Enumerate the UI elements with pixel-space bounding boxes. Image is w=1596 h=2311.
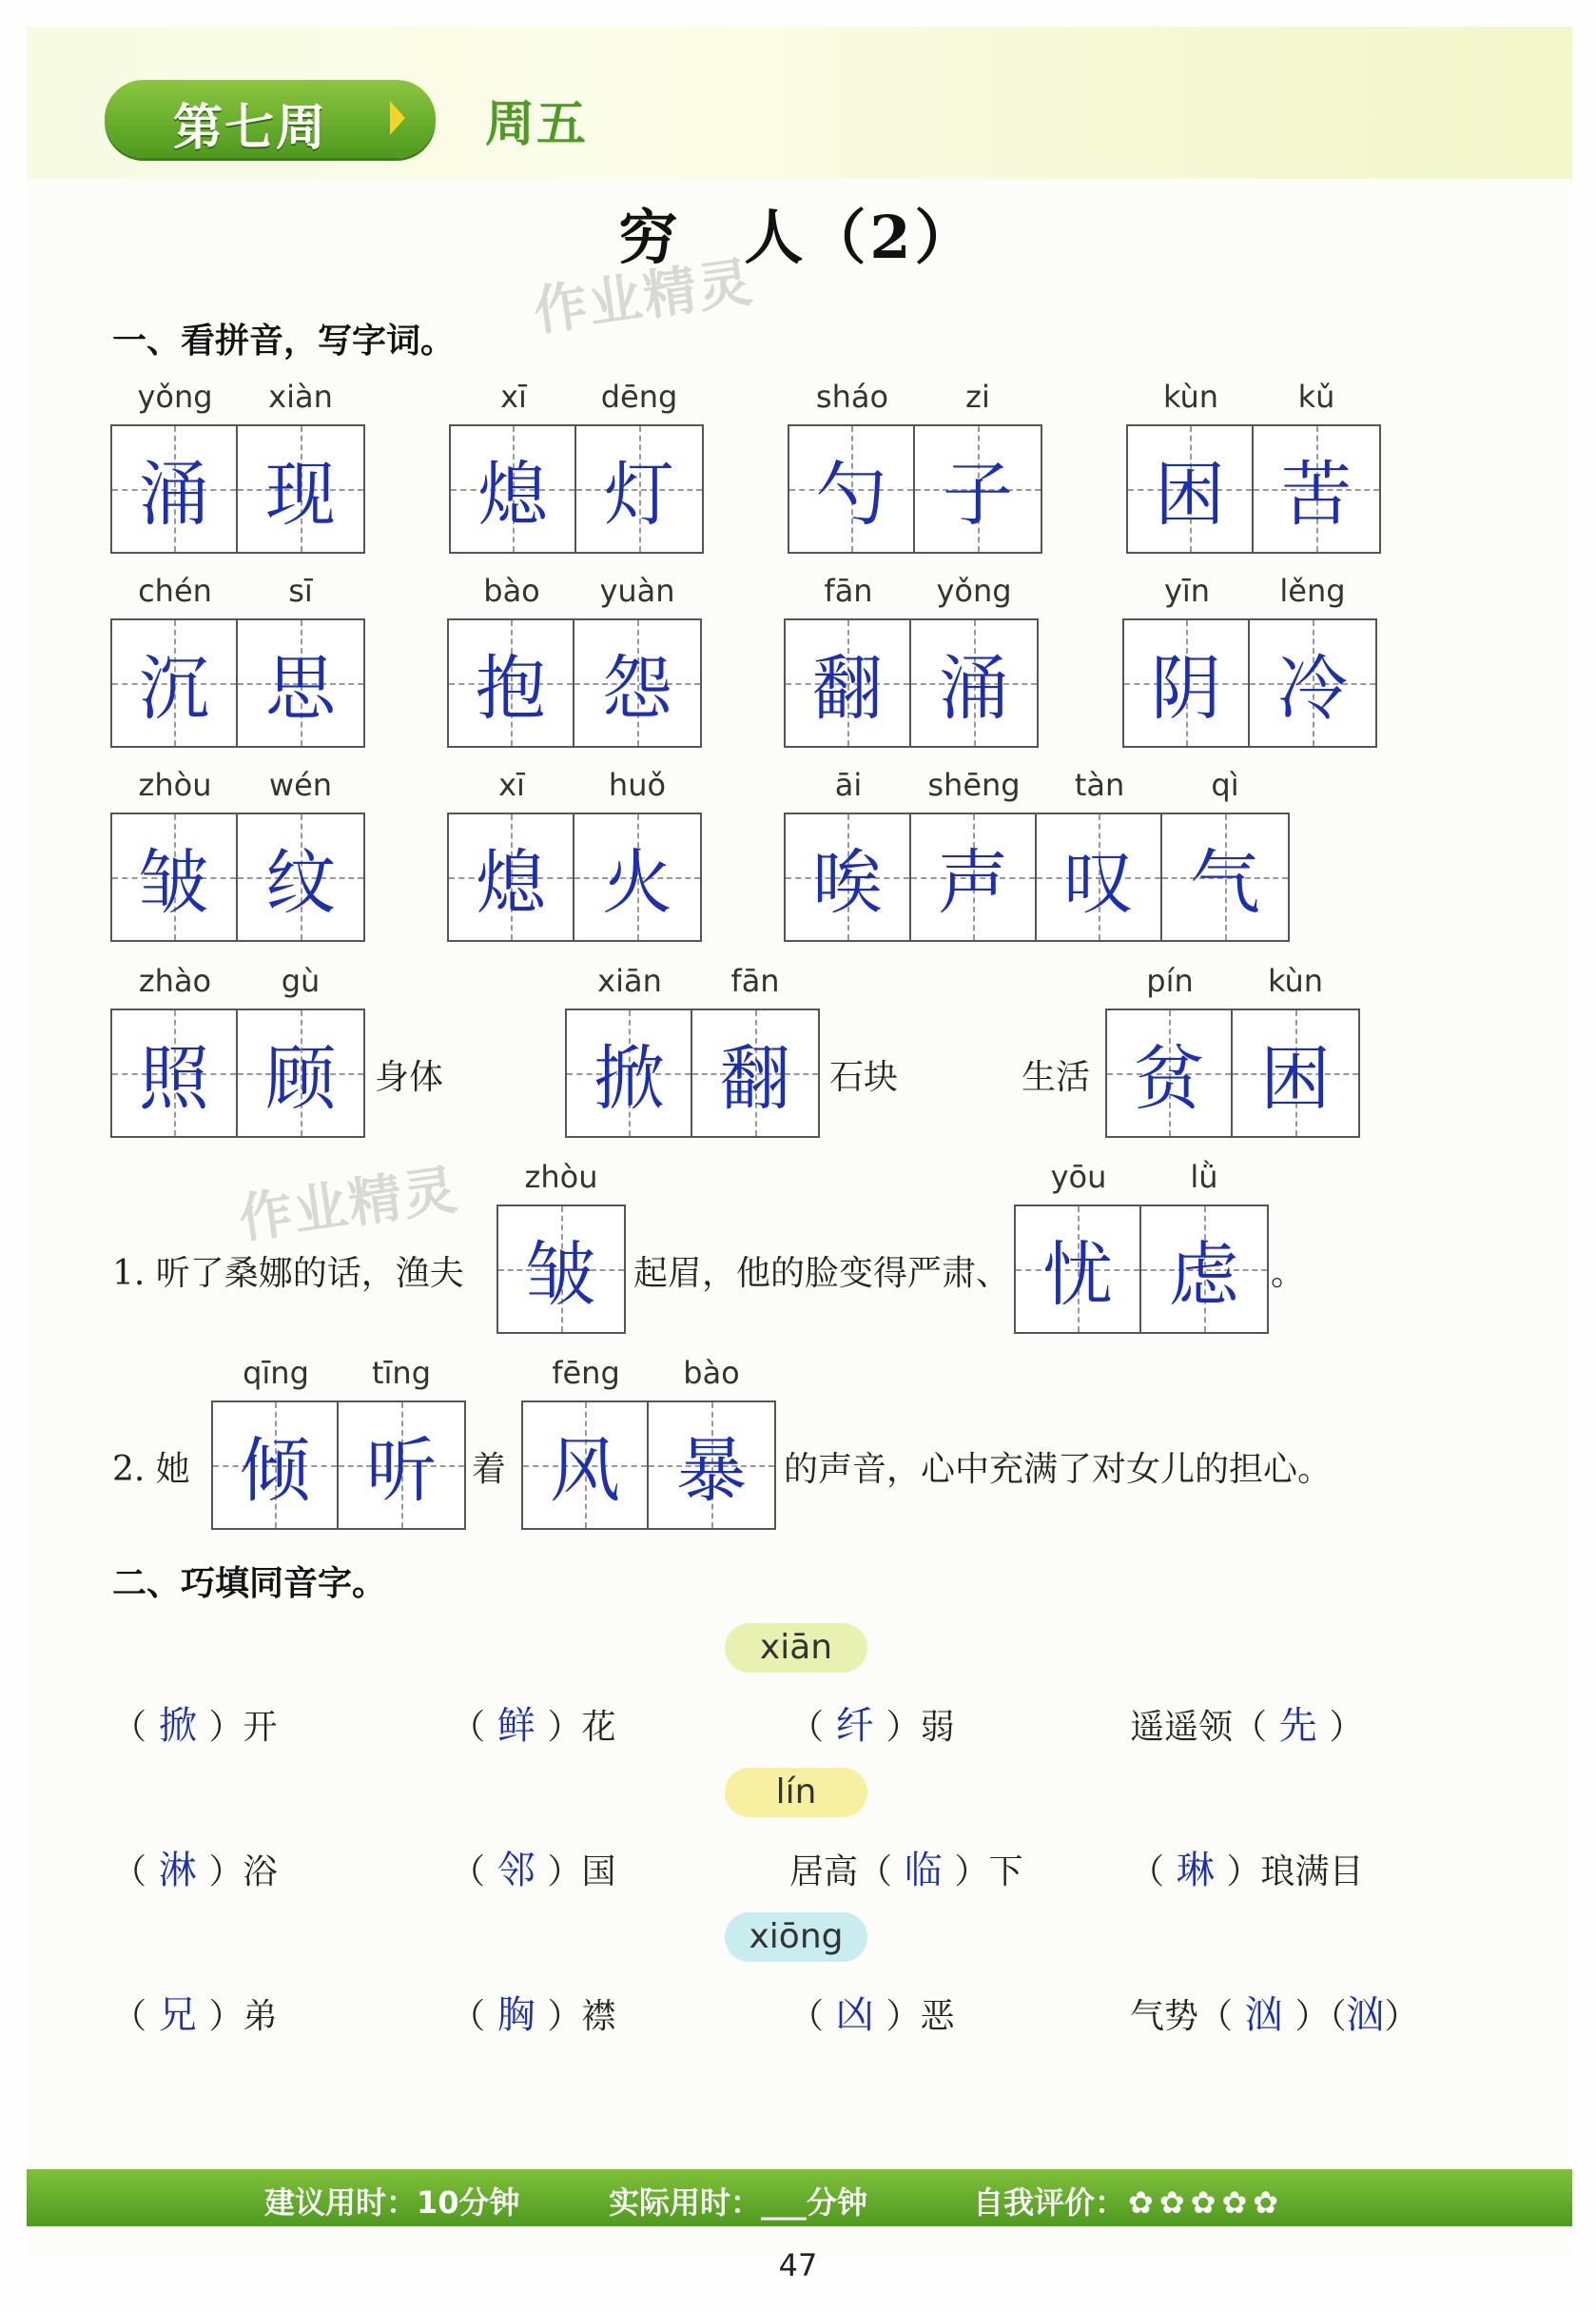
- writing-grid: [110, 618, 365, 748]
- tian-grid-cell[interactable]: [1107, 1010, 1233, 1136]
- item-text: （: [112, 1852, 147, 1891]
- tian-grid-cell[interactable]: [112, 620, 238, 746]
- item-text: ）（: [1294, 1997, 1347, 2036]
- answer-character: 听: [366, 1430, 437, 1512]
- item-text: ）开: [208, 1708, 278, 1747]
- tian-grid-cell[interactable]: [786, 814, 911, 940]
- writing-grid: [110, 813, 365, 942]
- arrow-icon: [390, 101, 405, 135]
- answer-character: 翻: [720, 1038, 790, 1120]
- answer-input[interactable]: 淋: [146, 1849, 209, 1892]
- writing-grid: [1126, 424, 1381, 554]
- suggested-time: 建议用时：10分钟: [264, 2184, 520, 2221]
- tian-grid-cell[interactable]: [911, 814, 1037, 940]
- answer-input[interactable]: 琳: [1164, 1849, 1227, 1892]
- item-text: （: [451, 1852, 486, 1891]
- pinyin-label: kùn: [1162, 379, 1219, 415]
- flower-star-icon[interactable]: ✿: [1128, 2184, 1154, 2221]
- answer-character: 掀: [594, 1038, 664, 1120]
- answer-input[interactable]: 掀: [146, 1704, 209, 1748]
- sentence-text: 2. 她: [112, 1450, 190, 1489]
- tian-grid-cell[interactable]: [567, 1010, 692, 1136]
- tian-grid-cell[interactable]: [451, 426, 576, 552]
- answer-character: 涌: [139, 454, 209, 536]
- answer-input[interactable]: 兄: [146, 1993, 209, 2037]
- pinyin-label: fēng: [552, 1355, 620, 1391]
- answer-character: 气: [1190, 842, 1260, 924]
- answer-input[interactable]: 鲜: [485, 1704, 548, 1748]
- flower-star-icon[interactable]: ✿: [1190, 2184, 1216, 2221]
- pinyin-label: yuàn: [599, 573, 675, 609]
- item-text: ）琅满目: [1226, 1852, 1364, 1891]
- tian-grid-cell[interactable]: [112, 1010, 238, 1136]
- pinyin-label: kǔ: [1297, 379, 1335, 415]
- fill-blank-item: [1130, 1985, 1418, 2039]
- pinyin-label: yōu: [1050, 1159, 1107, 1195]
- fill-blank-item: [451, 1985, 615, 2039]
- answer-character: 冷: [1277, 648, 1348, 730]
- week-label: 第七周: [173, 100, 328, 157]
- pinyin-label: xī: [500, 379, 527, 415]
- item-text: （: [1130, 1852, 1165, 1891]
- answer-character: 照: [139, 1038, 209, 1120]
- answer-input[interactable]: 汹: [1346, 1993, 1385, 2037]
- fill-blank-item: [789, 1985, 954, 2039]
- page-title: 穷 人（2）: [618, 203, 978, 272]
- pinyin-label: wén: [268, 767, 333, 803]
- tian-grid-cell[interactable]: [112, 426, 238, 552]
- answer-character: 风: [550, 1430, 620, 1512]
- pinyin-label: zhòu: [524, 1159, 598, 1195]
- fill-blank-item: [1130, 1840, 1363, 1894]
- writing-grid: [788, 424, 1042, 554]
- answer-input[interactable]: 汹: [1233, 1993, 1295, 2037]
- writing-grid: [784, 618, 1039, 748]
- tian-grid-cell[interactable]: [692, 1010, 818, 1136]
- tian-grid-cell[interactable]: [238, 1010, 363, 1136]
- tian-grid-cell[interactable]: [1037, 814, 1162, 940]
- pinyin-label: qīng: [243, 1355, 309, 1391]
- item-text: （: [789, 1997, 825, 2036]
- item-text: ）弱: [886, 1708, 955, 1747]
- item-text: ）浴: [208, 1852, 278, 1891]
- tian-grid-cell[interactable]: [238, 620, 363, 746]
- tian-grid-cell[interactable]: [498, 1206, 624, 1332]
- flower-star-icon[interactable]: ✿: [1253, 2184, 1279, 2221]
- sentence-text: 起眉，他的脸变得严肃、: [633, 1254, 1011, 1293]
- fill-blank-item: [112, 1695, 277, 1750]
- answer-character: 困: [1260, 1038, 1331, 1120]
- sentence-text: 的声音，心中充满了对女儿的担心。: [784, 1450, 1333, 1489]
- writing-grid: [784, 813, 1290, 942]
- answer-character: 现: [265, 454, 336, 536]
- tian-grid-cell[interactable]: [1124, 620, 1250, 746]
- item-text: （: [451, 1997, 486, 2036]
- tian-grid-cell[interactable]: [1128, 426, 1254, 552]
- answer-character: 暴: [676, 1430, 747, 1512]
- sentence-text: 。: [1271, 1254, 1306, 1293]
- tian-grid-cell[interactable]: [1016, 1206, 1141, 1332]
- pinyin-label: shēng: [927, 767, 1021, 803]
- item-text: ）: [1384, 1997, 1419, 2036]
- pinyin-pill: xiōng: [725, 1912, 867, 1962]
- writing-grid: [565, 1009, 820, 1138]
- flower-star-icon[interactable]: ✿: [1221, 2184, 1248, 2221]
- pinyin-label: yīn: [1163, 573, 1211, 609]
- answer-character: 苦: [1281, 454, 1352, 536]
- item-text: （: [112, 1708, 147, 1747]
- answer-input[interactable]: 纤: [824, 1704, 886, 1748]
- item-text: ）下: [954, 1852, 1023, 1891]
- pinyin-label: huǒ: [608, 767, 667, 803]
- tian-grid-cell[interactable]: [1162, 814, 1288, 940]
- item-text: 居高（: [789, 1852, 893, 1891]
- pinyin-label: pín: [1146, 963, 1194, 999]
- pinyin-label: zhào: [138, 963, 212, 999]
- pinyin-label: lǜ: [1190, 1159, 1218, 1195]
- answer-character: 纹: [265, 842, 336, 924]
- tian-grid-cell[interactable]: [915, 426, 1041, 552]
- watermark: 作业精灵: [530, 251, 758, 343]
- answer-input[interactable]: 先: [1267, 1704, 1330, 1748]
- self-rating: [973, 2179, 1281, 2223]
- answer-input[interactable]: 凶: [824, 1993, 886, 2037]
- tian-grid-cell[interactable]: [213, 1402, 339, 1528]
- answer-input[interactable]: 邻: [485, 1849, 548, 1892]
- tian-grid-cell[interactable]: [339, 1402, 464, 1528]
- writing-grid: [110, 1009, 365, 1138]
- answer-character: 声: [938, 842, 1008, 924]
- leading-text: 生活: [1022, 1058, 1091, 1097]
- writing-grid: [110, 424, 365, 554]
- tian-grid-cell[interactable]: [1250, 620, 1375, 746]
- answer-character: 虑: [1169, 1234, 1239, 1316]
- writing-grid: [496, 1204, 626, 1334]
- tian-grid-cell[interactable]: [1254, 426, 1379, 552]
- fill-blank-item: [451, 1695, 615, 1750]
- footer-bar: [27, 2169, 1572, 2226]
- answer-input[interactable]: 胸: [485, 1993, 548, 2037]
- pinyin-label: tàn: [1074, 767, 1125, 803]
- sentence-text: 1. 听了桑娜的话，渔夫: [112, 1254, 464, 1293]
- answer-character: 贫: [1134, 1038, 1204, 1120]
- self-rating-label: 自我评价：: [973, 2184, 1126, 2221]
- fill-blank-item: [451, 1840, 615, 1894]
- item-text: 气势（: [1130, 1997, 1234, 2036]
- writing-grid: [521, 1400, 776, 1530]
- pinyin-label: chén: [138, 573, 212, 609]
- fill-blank-item: [789, 1695, 954, 1750]
- tian-grid-cell[interactable]: [1141, 1206, 1267, 1332]
- page-number: 47: [778, 2247, 818, 2283]
- item-text: 遥遥领（: [1130, 1708, 1268, 1747]
- writing-grid: [447, 618, 702, 748]
- week-badge: [105, 80, 436, 158]
- answer-character: 翻: [812, 648, 883, 730]
- item-text: （: [789, 1708, 825, 1747]
- item-text: ）襟: [547, 1997, 616, 2036]
- answer-character: 抱: [476, 648, 546, 730]
- tian-grid-cell[interactable]: [449, 814, 574, 940]
- item-text: ）恶: [886, 1997, 955, 2036]
- answer-character: 思: [265, 648, 336, 730]
- answer-character: 灯: [604, 454, 674, 536]
- tian-grid-cell[interactable]: [911, 620, 1037, 746]
- pinyin-label: lěng: [1279, 573, 1346, 609]
- rating-stars[interactable]: [1125, 2184, 1281, 2221]
- tian-grid-cell[interactable]: [574, 620, 700, 746]
- actual-time: 实际用时：___分钟: [609, 2184, 868, 2221]
- tian-grid-cell[interactable]: [238, 814, 363, 940]
- answer-character: 叹: [1063, 842, 1134, 924]
- watermark: 作业精灵: [235, 1159, 463, 1251]
- answer-character: 涌: [939, 648, 1009, 730]
- pinyin-label: gù: [281, 963, 321, 999]
- answer-character: 皱: [139, 842, 209, 924]
- sentence-text: 着: [472, 1450, 507, 1489]
- item-text: ）国: [547, 1852, 616, 1891]
- fill-blank-item: [112, 1985, 277, 2039]
- tian-grid-cell[interactable]: [649, 1402, 774, 1528]
- tian-grid-cell[interactable]: [574, 814, 700, 940]
- writing-grid: [449, 424, 704, 554]
- pinyin-label: xiān: [597, 963, 662, 999]
- answer-character: 忧: [1042, 1234, 1113, 1316]
- tian-grid-cell[interactable]: [523, 1402, 649, 1528]
- item-text: ）弟: [208, 1997, 278, 2036]
- pinyin-pill: xiān: [725, 1623, 867, 1673]
- day-label: 周五: [485, 96, 589, 153]
- answer-character: 怨: [602, 648, 672, 730]
- pinyin-label: yǒng: [936, 573, 1012, 609]
- pinyin-pill: lín: [725, 1768, 867, 1817]
- pinyin-label: kùn: [1267, 963, 1324, 999]
- answer-character: 倾: [240, 1430, 310, 1512]
- answer-character: 勺: [816, 454, 886, 536]
- pinyin-label: xiàn: [268, 379, 333, 415]
- item-text: ）花: [547, 1708, 616, 1747]
- pinyin-label: dēng: [600, 379, 678, 415]
- writing-grid: [1014, 1204, 1269, 1334]
- tian-grid-cell[interactable]: [789, 426, 915, 552]
- pinyin-label: fān: [824, 573, 873, 609]
- item-text: （: [451, 1708, 486, 1747]
- writing-grid: [447, 813, 702, 942]
- writing-grid: [1122, 618, 1377, 748]
- writing-grid: [211, 1400, 466, 1530]
- pinyin-label: qì: [1211, 767, 1239, 803]
- pinyin-label: fān: [730, 963, 780, 999]
- item-text: ）: [1329, 1708, 1364, 1747]
- fill-blank-item: [1130, 1695, 1363, 1750]
- pinyin-label: xī: [498, 767, 525, 803]
- tian-grid-cell[interactable]: [1233, 1010, 1358, 1136]
- answer-character: 皱: [526, 1234, 596, 1316]
- section-heading-1: 一、看拼音，写字词。: [112, 322, 456, 361]
- pinyin-label: zi: [965, 379, 990, 415]
- pinyin-label: bào: [483, 573, 540, 609]
- tian-grid-cell[interactable]: [576, 426, 702, 552]
- fill-blank-item: [112, 1840, 277, 1894]
- answer-character: 火: [602, 842, 672, 924]
- tian-grid-cell[interactable]: [786, 620, 911, 746]
- answer-character: 熄: [476, 842, 546, 924]
- answer-character: 熄: [477, 454, 548, 536]
- pinyin-label: sī: [288, 573, 313, 609]
- pinyin-label: zhòu: [138, 767, 212, 803]
- pinyin-label: bào: [683, 1355, 740, 1391]
- fill-blank-item: [789, 1840, 1022, 1894]
- pinyin-label: yǒng: [137, 379, 213, 415]
- tian-grid-cell[interactable]: [238, 426, 363, 552]
- trailing-text: 身体: [375, 1058, 444, 1097]
- pinyin-label: tīng: [371, 1355, 432, 1391]
- trailing-text: 石块: [829, 1058, 899, 1097]
- answer-character: 困: [1155, 454, 1225, 536]
- answer-character: 顾: [265, 1038, 336, 1120]
- answer-character: 阴: [1151, 648, 1221, 730]
- writing-grid: [1105, 1009, 1360, 1138]
- answer-character: 唉: [812, 842, 883, 924]
- section-heading-2: 二、巧填同音字。: [112, 1564, 387, 1603]
- answer-character: 子: [943, 454, 1013, 536]
- answer-character: 沉: [139, 648, 209, 730]
- answer-input[interactable]: 临: [892, 1849, 955, 1892]
- tian-grid-cell[interactable]: [112, 814, 238, 940]
- item-text: （: [112, 1997, 147, 2036]
- pinyin-label: āi: [834, 767, 863, 803]
- flower-star-icon[interactable]: ✿: [1158, 2184, 1185, 2221]
- pinyin-label: sháo: [815, 379, 889, 415]
- tian-grid-cell[interactable]: [449, 620, 574, 746]
